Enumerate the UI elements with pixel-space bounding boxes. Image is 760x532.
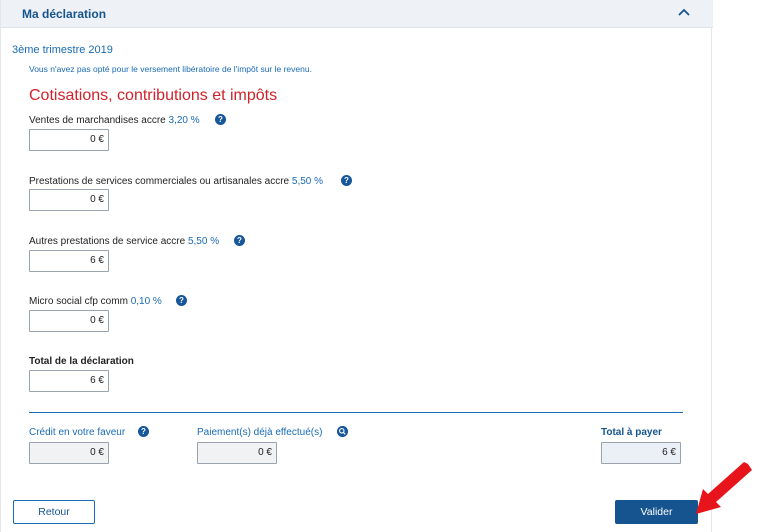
notice-text: Vous n'avez pas opté pour le versement libératoire de l'impôt sur le revenu. xyxy=(29,64,312,74)
validate-button[interactable]: Valider xyxy=(615,500,698,524)
total-declaration-input[interactable]: 6 € xyxy=(29,370,109,392)
period-label: 3ème trimestre 2019 xyxy=(12,44,113,56)
red-arrow-icon xyxy=(690,460,754,520)
rate-autres-prestations: 5,50 % xyxy=(187,236,220,247)
payments-label: Paiement(s) déjà effectué(s) xyxy=(197,427,323,438)
micro-social-input[interactable]: 0 € xyxy=(29,310,109,332)
back-button[interactable]: Retour xyxy=(13,500,95,524)
field-label-autres-prestations: Autres prestations de service accre 5,50 % xyxy=(29,236,220,247)
field-label-prestations-commerciales: Prestations de services commerciales ou artisanales accre 5,50 % xyxy=(29,176,324,187)
panel-title: Ma déclaration xyxy=(22,7,107,21)
total-to-pay-label: Total à payer xyxy=(601,427,662,438)
help-icon[interactable]: ? xyxy=(215,114,226,125)
credit-input: 0 € xyxy=(29,442,109,464)
rate-prestations-commerciales: 5,50 % xyxy=(291,176,324,187)
help-icon[interactable]: ? xyxy=(234,235,245,246)
field-label-ventes: Ventes de marchandises accre 3,20 % xyxy=(29,115,200,126)
divider xyxy=(29,412,683,413)
credit-label: Crédit en votre faveur xyxy=(29,427,126,438)
prestations-commerciales-input[interactable]: 0 € xyxy=(29,189,109,211)
help-icon[interactable]: ? xyxy=(341,175,352,186)
panel-header[interactable] xyxy=(1,0,713,28)
section-title: Cotisations, contributions et impôts xyxy=(29,87,278,104)
rate-micro-social: 0,10 % xyxy=(130,296,162,307)
payments-input: 0 € xyxy=(197,442,277,464)
field-label-micro-social: Micro social cfp comm 0,10 % xyxy=(29,296,162,307)
ventes-input[interactable]: 0 € xyxy=(29,129,109,151)
rate-ventes: 3,20 % xyxy=(168,115,200,126)
autres-prestations-input[interactable]: 6 € xyxy=(29,250,109,272)
help-icon[interactable]: ? xyxy=(138,426,149,437)
search-icon[interactable] xyxy=(337,426,348,437)
chevron-up-icon[interactable] xyxy=(677,6,691,20)
total-to-pay-input: 6 € xyxy=(601,442,681,464)
total-label: Total de la déclaration xyxy=(29,356,134,367)
help-icon[interactable]: ? xyxy=(176,295,187,306)
